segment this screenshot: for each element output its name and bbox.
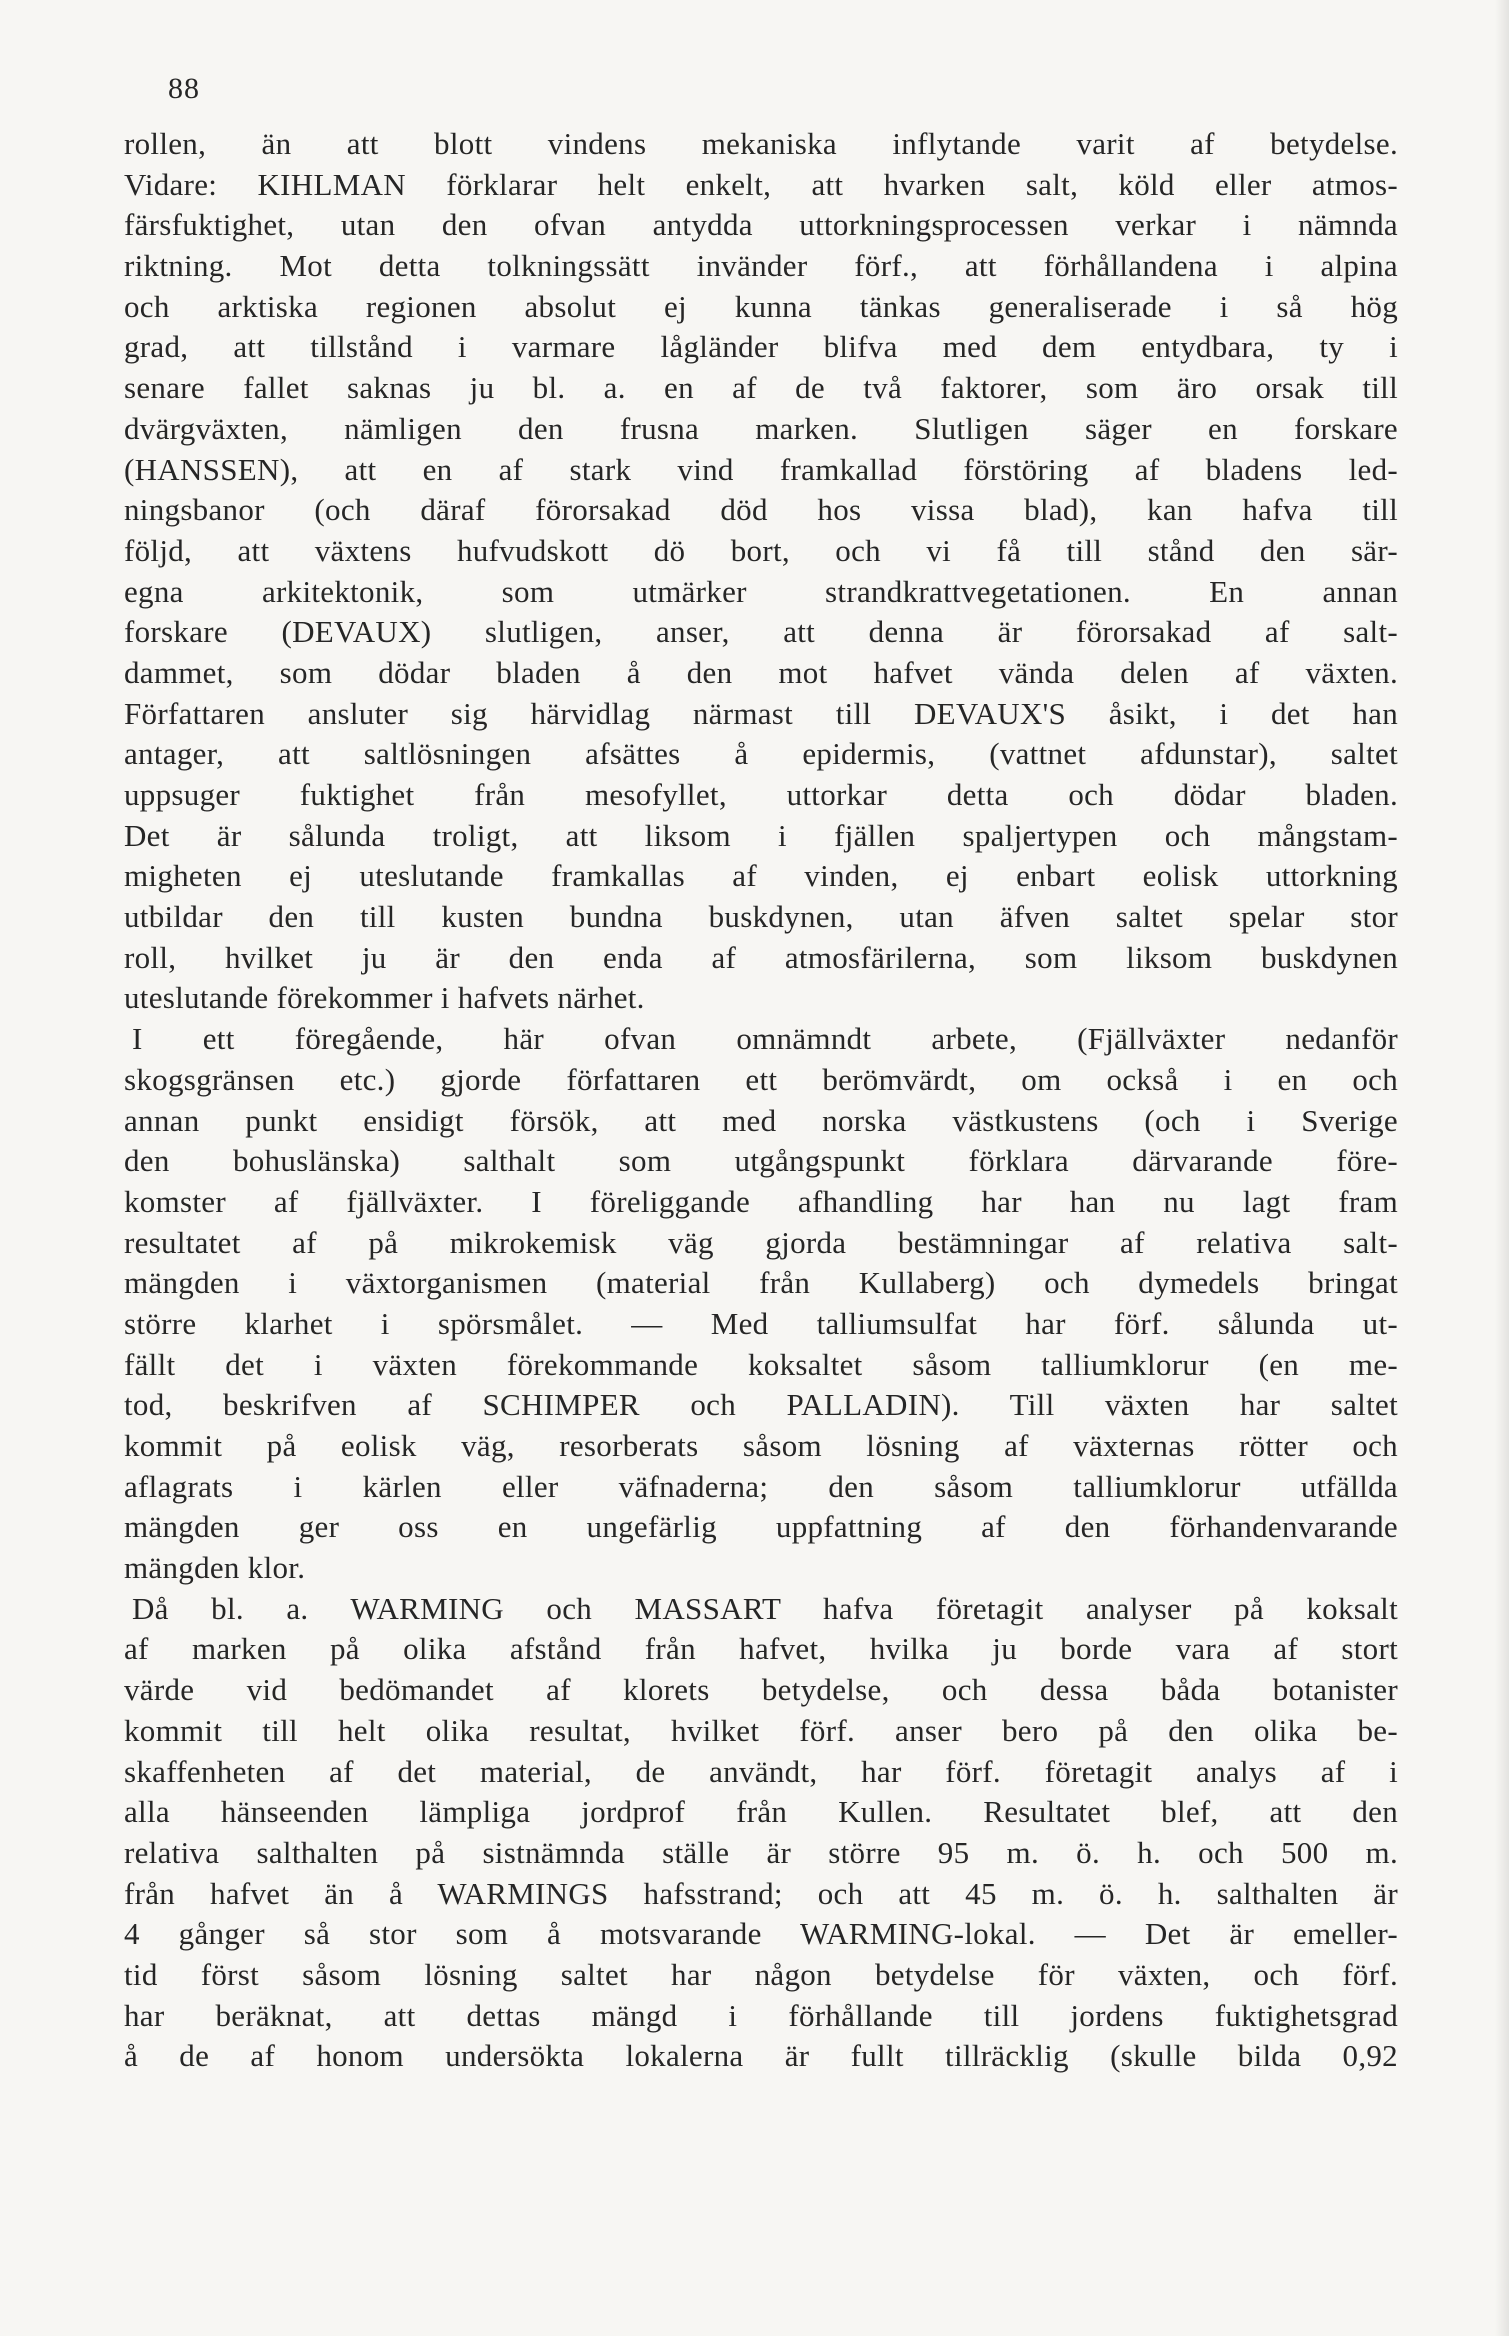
text-line: större klarhet i spörsmålet. — Med talliumsulfat har förf. sålunda ut- (124, 1305, 1398, 1341)
text-line: (HANSSEN), att en af stark vind framkallad förstöring af bladens led- (124, 451, 1398, 487)
text-line: kommit på eolisk väg, resorberats såsom lösning af växternas rötter och (124, 1428, 1398, 1463)
text-line: senare fallet saknas ju bl. a. en af de två faktorer, som äro orsak till (124, 370, 1398, 406)
text-line: färsfuktighet, utan den ofvan antydda uttorkningsprocessen verkar i nämnda (124, 207, 1398, 243)
text-line: Författaren ansluter sig härvidlag närmast till DEVAUX'S åsikt, i det han (124, 695, 1398, 731)
text-line: riktning. Mot detta tolkningssätt invänder förf., att förhållandena i alpina (124, 248, 1398, 284)
text-line: mängden klor. (124, 1550, 306, 1586)
text-line: mängden i växtorganismen (material från Kullaberg) och dymedels bringat (124, 1265, 1398, 1301)
text-line: af marken på olika afstånd från hafvet, hvilka ju borde vara af stort (124, 1631, 1398, 1667)
page-edge-shadow (1495, 0, 1509, 2336)
text-line: egna arkitektonik, som utmärker strandkrattvegetationen. En annan (124, 573, 1398, 609)
text-line: antager, att saltlösningen afsättes å epidermis, (vattnet afdunstar), saltet (124, 736, 1398, 772)
text-line: komster af fjällväxter. I föreliggande afhandling har han nu lagt fram (124, 1183, 1398, 1219)
text-line: uppsuger fuktighet från mesofyllet, uttorkar detta och dödar bladen. (124, 777, 1398, 812)
text-line: forskare (DEVAUX) slutligen, anser, att denna är förorsakad af salt- (124, 614, 1398, 650)
text-line: rollen, än att blott vindens mekaniska inflytande varit af betydelse. (124, 126, 1398, 161)
text-line: aflagrats i kärlen eller väfnaderna; den såsom talliumklorur utfällda (124, 1468, 1398, 1504)
page-number: 88 (168, 72, 200, 105)
text-line: alla hänseenden lämpliga jordprof från Kullen. Resultatet blef, att den (124, 1794, 1398, 1830)
text-line: Vidare: KIHLMAN förklarar helt enkelt, att hvarken salt, köld eller atmos- (124, 166, 1398, 202)
text-line: den bohuslänska) salthalt som utgångspunkt förklara därvarande före- (124, 1143, 1398, 1179)
text-line: å de af honom undersökta lokalerna är fullt tillräcklig (skulle bilda 0,92 (124, 2038, 1398, 2074)
text-line: värde vid bedömandet af klorets betydelse, och dessa båda botanister (124, 1672, 1398, 1708)
text-line: grad, att tillstånd i varmare lågländer blifva med dem entydbara, ty i (124, 329, 1398, 365)
text-line: migheten ej uteslutande framkallas af vinden, ej enbart eolisk uttorkning (124, 858, 1398, 894)
text-line: kommit till helt olika resultat, hvilket förf. anser bero på den olika be- (124, 1712, 1398, 1748)
text-line: fällt det i växten förekommande koksaltet såsom talliumklorur (en me- (124, 1346, 1398, 1382)
text-line: Det är sålunda troligt, att liksom i fjällen spaljertypen och mångstam- (124, 817, 1398, 853)
text-line: dvärgväxten, nämligen den frusna marken. Slutligen säger en forskare (124, 410, 1398, 446)
text-line: Då bl. a. WARMING och MASSART hafva företagit analyser på koksalt (132, 1590, 1398, 1626)
text-line: uteslutande förekommer i hafvets närhet. (124, 980, 645, 1016)
text-line: tod, beskrifven af SCHIMPER och PALLADIN). Till växten har saltet (124, 1387, 1398, 1423)
text-line: tid först såsom lösning saltet har någon betydelse för växten, och förf. (124, 1956, 1398, 1992)
text-line: utbildar den till kusten bundna buskdynen, utan äfven saltet spelar stor (124, 899, 1398, 935)
text-line: I ett föregående, här ofvan omnämndt arbete, (Fjällväxter nedanför (132, 1021, 1398, 1057)
text-line: resultatet af på mikrokemisk väg gjorda bestämningar af relativa salt- (124, 1224, 1398, 1260)
body-text (124, 124, 1398, 2077)
text-line: skaffenheten af det material, de användt, har förf. företagit analys af i (124, 1753, 1398, 1789)
text-line: roll, hvilket ju är den enda af atmosfärilerna, som liksom buskdynen (124, 939, 1398, 975)
text-line: följd, att växtens hufvudskott dö bort, och vi få till stånd den sär- (124, 532, 1398, 568)
text-line: dammet, som dödar bladen å den mot hafvet vända delen af växten. (124, 654, 1398, 690)
text-line: och arktiska regionen absolut ej kunna tänkas generaliserade i så hög (124, 288, 1398, 324)
text-line: har beräknat, att dettas mängd i förhållande till jordens fuktighetsgrad (124, 1997, 1398, 2033)
text-line: relativa salthalten på sistnämnda ställe är större 95 m. ö. h. och 500 m. (124, 1834, 1398, 1870)
text-line: ningsbanor (och däraf förorsakad död hos vissa blad), kan hafva till (124, 492, 1398, 528)
text-line: från hafvet än å WARMINGS hafsstrand; och att 45 m. ö. h. salthalten är (124, 1875, 1398, 1911)
text-line: annan punkt ensidigt försök, att med norska västkustens (och i Sverige (124, 1102, 1398, 1138)
text-line: mängden ger oss en ungefärlig uppfattning af den förhandenvarande (124, 1509, 1398, 1545)
text-line: 4 gånger så stor som å motsvarande WARMING-lokal. — Det är emeller- (124, 1916, 1398, 1952)
text-line: skogsgränsen etc.) gjorde författaren ett berömvärdt, om också i en och (124, 1061, 1398, 1097)
